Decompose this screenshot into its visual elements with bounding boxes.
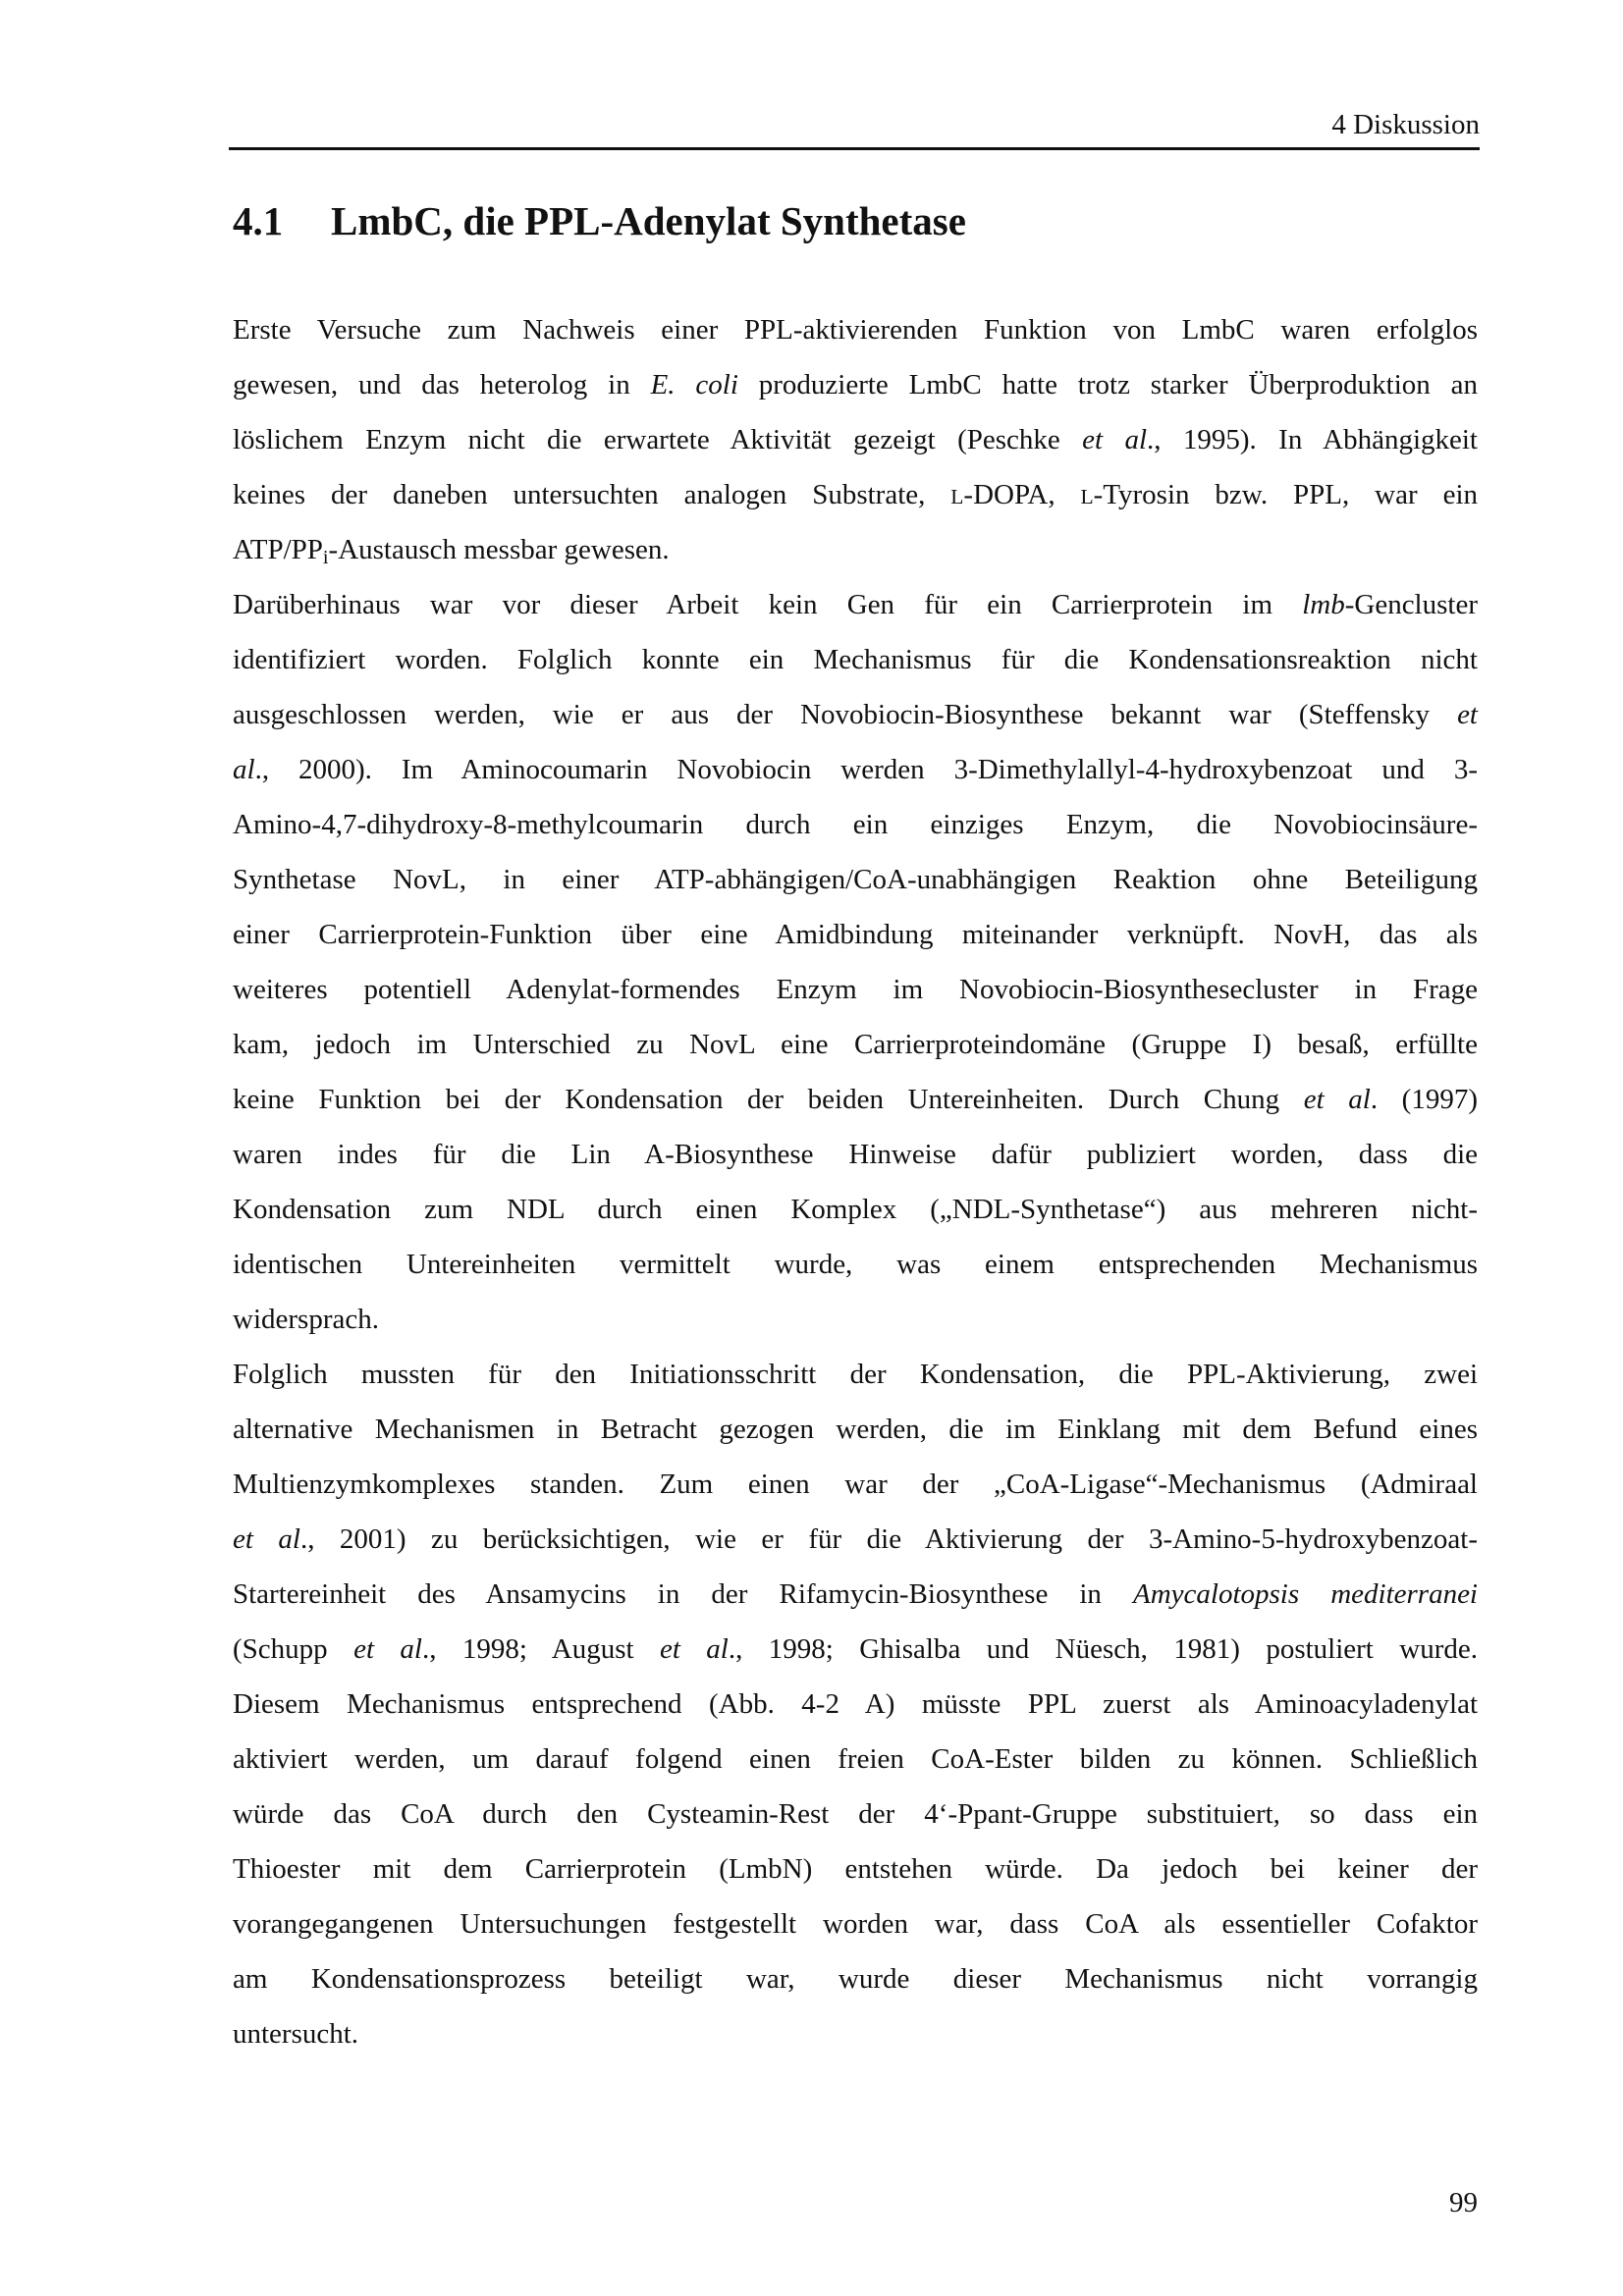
italic-run: Amycalotopsis mediterranei: [1133, 1578, 1478, 1610]
italic-run: et al: [233, 1523, 300, 1555]
paragraph-2-line: [233, 1292, 1478, 1347]
paragraph-3-line: [233, 1842, 1478, 1896]
text-run: alternative Mechanismen in Betracht gezogen werden, die im Einklang mit dem Befund eines: [233, 1414, 1478, 1445]
text-run: widersprach.: [233, 1304, 379, 1335]
paragraph-2-line: [233, 577, 1478, 632]
text-run: würde das CoA durch den Cysteamin-Rest der 4‘-Ppant-Gruppe substituiert, so dass ein: [233, 1798, 1478, 1830]
italic-run: et: [1457, 699, 1478, 730]
paragraph-3-line: [233, 1896, 1478, 1951]
paragraph-2-line: [233, 1127, 1478, 1182]
paragraph-3-line: [233, 1951, 1478, 2006]
text-run: Thioester mit dem Carrierprotein (LmbN) entstehen würde. Da jedoch bei keiner der: [233, 1853, 1478, 1885]
paragraph-2-line: [233, 852, 1478, 907]
section-number: 4.1: [233, 198, 284, 243]
text-run: keines der daneben untersuchten analogen Substrate,: [233, 479, 951, 510]
text-run: untersucht.: [233, 2018, 359, 2050]
small-caps-run: L: [1080, 485, 1094, 508]
paragraph-3-line: [233, 1787, 1478, 1842]
text-run: -Tyrosin bzw. PPL, war ein: [1093, 479, 1478, 510]
paragraph-2-line: [233, 1237, 1478, 1292]
text-run: Darüberhinaus war vor dieser Arbeit kein Gen für ein Carrierprotein im: [233, 589, 1303, 620]
running-header: 4 Diskussion: [1331, 109, 1480, 140]
italic-run: et al: [1303, 1084, 1371, 1115]
paragraph-2-line: [233, 962, 1478, 1017]
paragraph-3-line: [233, 1457, 1478, 1512]
paragraph-3-line: [233, 1402, 1478, 1457]
text-run: Folglich mussten für den Initiationsschritt der Kondensation, die PPL-Aktivierung, zwei: [233, 1359, 1478, 1390]
paragraph-2-line: [233, 632, 1478, 687]
text-run: Kondensation zum NDL durch einen Komplex („NDL-Synthetase“) aus mehreren nicht-: [233, 1194, 1478, 1225]
paragraph-1-line: [233, 522, 1478, 577]
text-run: Diesem Mechanismus entsprechend (Abb. 4-2 A) müsste PPL zuerst als Aminoacyladenylat: [233, 1688, 1478, 1720]
italic-run: et al: [1082, 424, 1148, 455]
paragraph-3-line: [233, 1732, 1478, 1787]
paragraph-2-line: [233, 742, 1478, 797]
text-run: ausgeschlossen werden, wie er aus der Novobiocin-Biosynthese bekannt war (Steffensky: [233, 699, 1458, 730]
paragraph-2-line: [233, 1182, 1478, 1237]
small-caps-run: L: [950, 485, 964, 508]
text-run: Erste Versuche zum Nachweis einer PPL-aktivierenden Funktion von LmbC waren erfolglos: [233, 314, 1478, 346]
text-run: Amino-4,7-dihydroxy-8-methylcoumarin durch ein einziges Enzym, die Novobiocinsäure-: [233, 809, 1478, 840]
paragraph-3-line: [233, 1622, 1478, 1677]
paragraph-3-line: [233, 1567, 1478, 1622]
text-run: gewesen, und das heterolog in: [233, 369, 651, 400]
text-run: vorangegangenen Untersuchungen festgestellt worden war, dass CoA als essentieller Cofaktor: [233, 1908, 1478, 1940]
italic-run: al: [233, 754, 255, 785]
text-run: identifiziert worden. Folglich konnte ein Mechanismus für die Kondensationsreaktion nicht: [233, 644, 1478, 675]
subscript: i: [322, 547, 329, 569]
text-run: ATP/PP: [233, 534, 323, 565]
section-heading: [233, 192, 966, 249]
paragraph-1-line: [233, 357, 1478, 412]
text-run: (Schupp: [233, 1633, 354, 1665]
text-run: -Gencluster: [1344, 589, 1478, 620]
paragraph-2-line: [233, 1072, 1478, 1127]
text-run: produzierte LmbC hatte trotz starker Überproduktion an: [737, 369, 1479, 400]
text-run: Startereinheit des Ansamycins in der Rifamycin-Biosynthese in: [233, 1578, 1133, 1610]
italic-run: et al: [659, 1633, 729, 1665]
text-run: . (1997): [1370, 1084, 1478, 1115]
paragraph-3-line: [233, 2006, 1478, 2061]
text-run: ., 1998; Ghisalba und Nüesch, 1981) postuliert wurde.: [728, 1633, 1478, 1665]
italic-run: E. coli: [650, 369, 738, 400]
text-run: identischen Untereinheiten vermittelt wurde, was einem entsprechenden Mechanismus: [233, 1249, 1478, 1280]
paragraph-1-line: [233, 412, 1478, 467]
text-run: -DOPA,: [963, 479, 1081, 510]
section-title: LmbC, die PPL-Adenylat Synthetase: [331, 198, 966, 243]
text-run: waren indes für die Lin A-Biosynthese Hinweise dafür publiziert worden, dass die: [233, 1139, 1478, 1170]
paragraph-2-line: [233, 1017, 1478, 1072]
paragraph-2-line: [233, 687, 1478, 742]
paragraph-1-line: [233, 302, 1478, 357]
text-run: weiteres potentiell Adenylat-formendes Enzym im Novobiocin-Biosynthesecluster in Frage: [233, 974, 1478, 1005]
text-run: löslichem Enzym nicht die erwartete Aktivität gezeigt (Peschke: [233, 424, 1083, 455]
text-run: ., 2001) zu berücksichtigen, wie er für die Aktivierung der 3-Amino-5-hydroxybenzoat-: [299, 1523, 1478, 1555]
paragraph-3-line: [233, 1512, 1478, 1567]
text-run: am Kondensationsprozess beteiligt war, wurde dieser Mechanismus nicht vorrangig: [233, 1963, 1478, 1995]
header-rule: [229, 147, 1480, 150]
text-run: keine Funktion bei der Kondensation der beiden Untereinheiten. Durch Chung: [233, 1084, 1304, 1115]
text-run: -Austausch messbar gewesen.: [328, 534, 670, 565]
text-run: Synthetase NovL, in einer ATP-abhängigen/CoA-unabhängigen Reaktion ohne Beteiligung: [233, 864, 1478, 895]
paragraph-1-line: [233, 467, 1478, 522]
body-text: [233, 302, 1478, 2061]
text-run: ., 2000). Im Aminocoumarin Novobiocin werden 3-Dimethylallyl-4-hydroxybenzoat und 3-: [254, 754, 1478, 785]
text-run: kam, jedoch im Unterschied zu NovL eine Carrierproteindomäne (Gruppe I) besaß, erfüllte: [233, 1029, 1478, 1060]
italic-run: et al: [353, 1633, 422, 1665]
paragraph-3-line: [233, 1677, 1478, 1732]
text-run: aktiviert werden, um darauf folgend einen freien CoA-Ester bilden zu können. Schließlich: [233, 1743, 1478, 1775]
paragraph-3-line: [233, 1347, 1478, 1402]
page-number: 99: [1449, 2187, 1478, 2218]
text-run: einer Carrierprotein-Funktion über eine Amidbindung miteinander verknüpft. NovH, das als: [233, 919, 1478, 950]
text-run: ., 1995). In Abhängigkeit: [1147, 424, 1478, 455]
paragraph-2-line: [233, 907, 1478, 962]
text-run: Multienzymkomplexes standen. Zum einen war der „CoA-Ligase“-Mechanismus (Admiraal: [233, 1468, 1478, 1500]
text-run: ., 1998; August: [421, 1633, 660, 1665]
italic-run: lmb: [1302, 589, 1345, 620]
paragraph-2-line: [233, 797, 1478, 852]
